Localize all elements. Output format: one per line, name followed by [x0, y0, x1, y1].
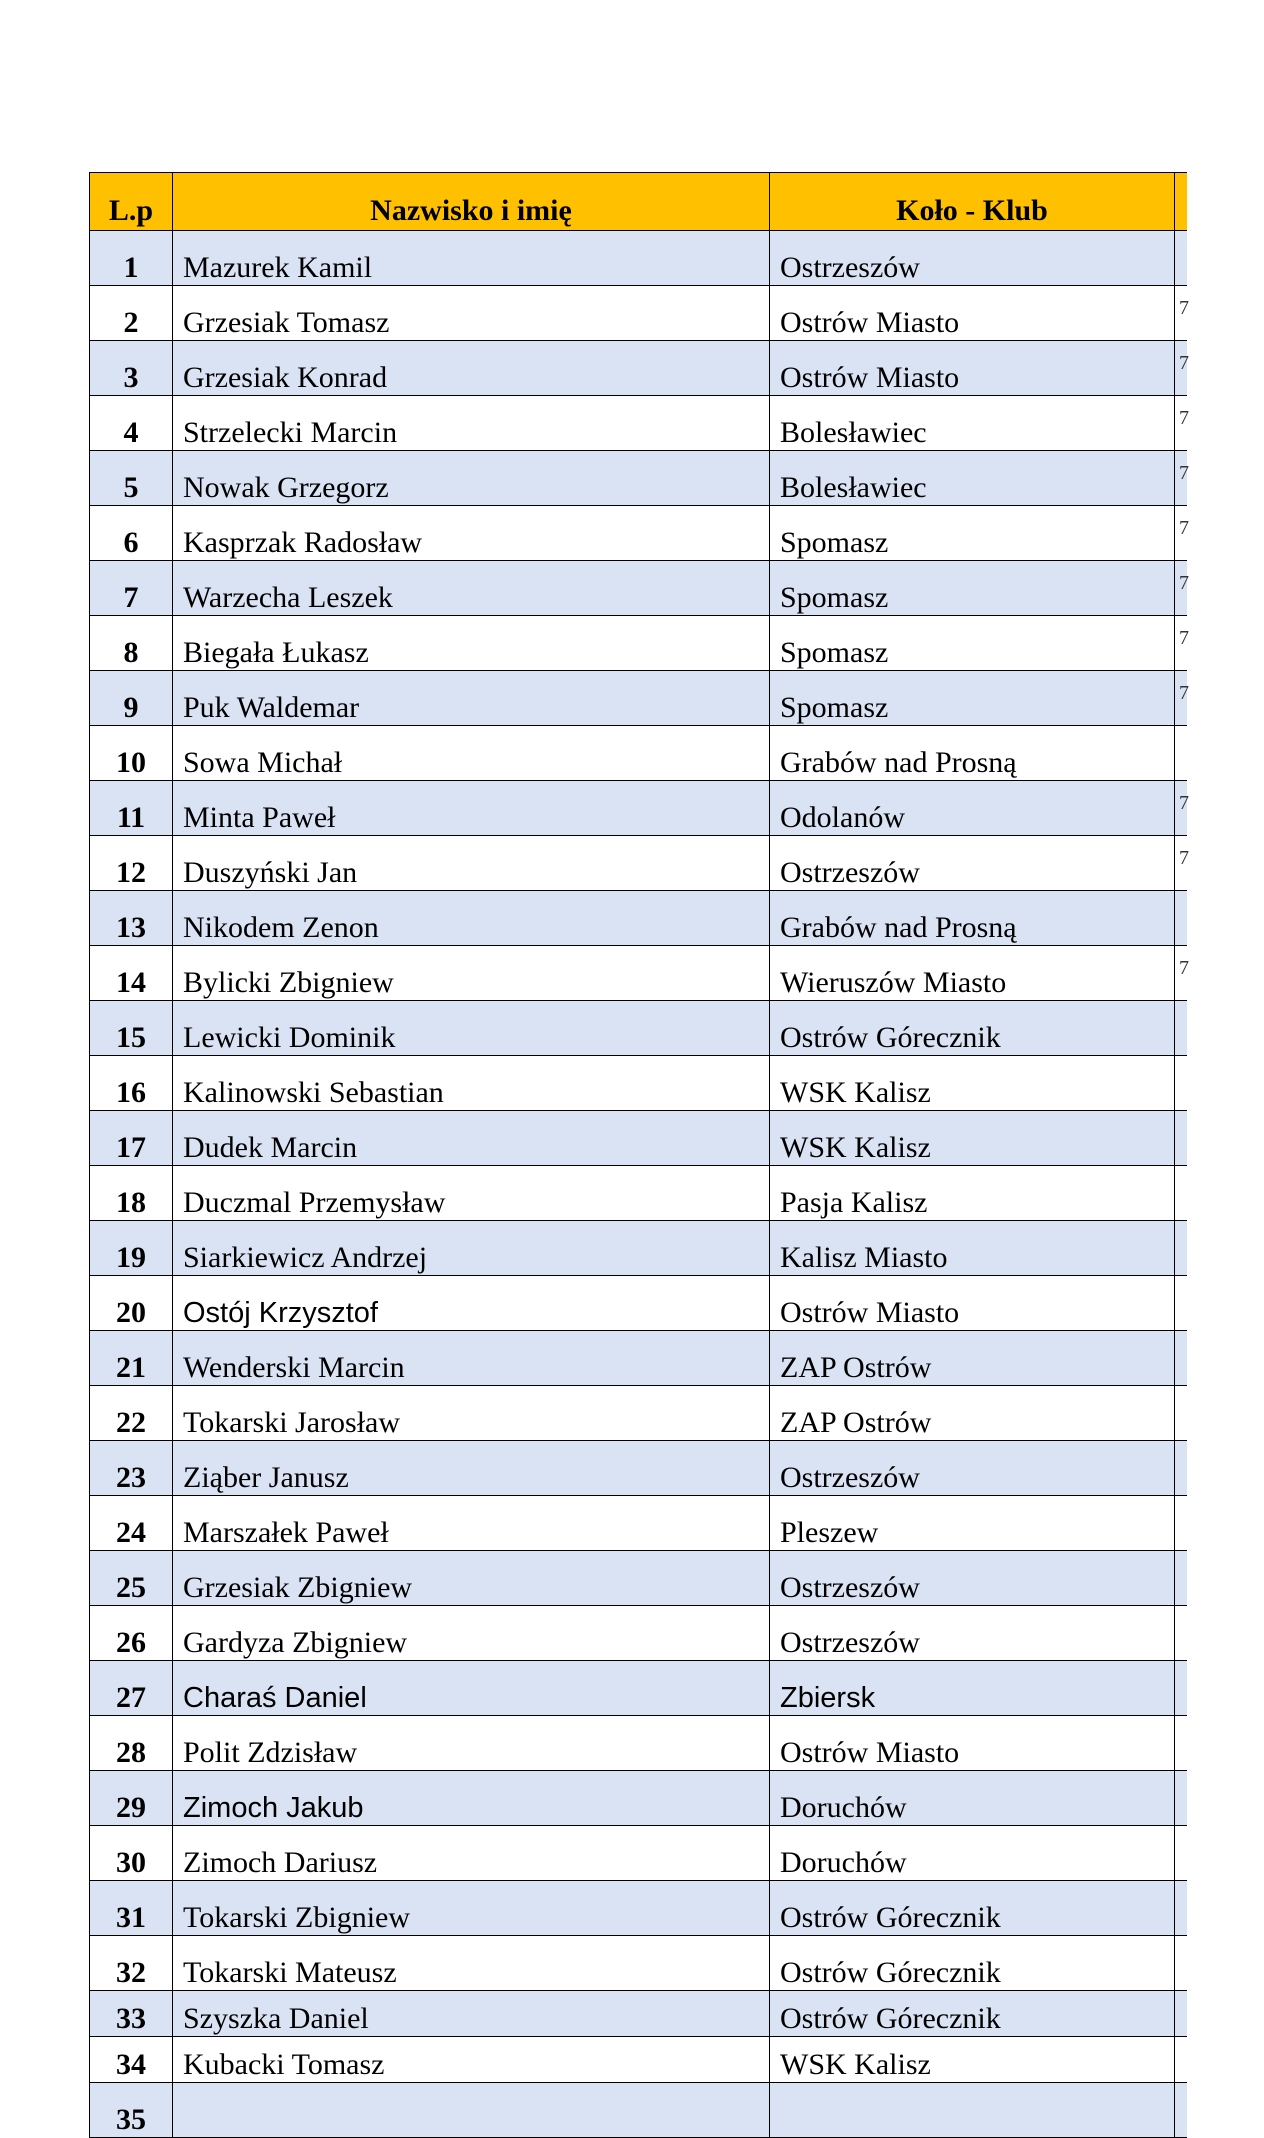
row-extra-cell: [1175, 286, 1187, 341]
table-row: [90, 1661, 1187, 1716]
table-row: [90, 671, 1187, 726]
table-row: [90, 561, 1187, 616]
table-row: [90, 726, 1187, 781]
row-lp-cell: 9: [90, 671, 173, 726]
row-name-cell: Strzelecki Marcin: [173, 396, 770, 451]
row-extra-cell: [1175, 1331, 1187, 1386]
row-extra-cell: [1175, 1001, 1187, 1056]
table-row: [90, 286, 1187, 341]
row-lp-cell: 25: [90, 1551, 173, 1606]
row-club-cell: Grabów nad Prosną: [770, 726, 1175, 781]
row-name-cell: Lewicki Dominik: [173, 1001, 770, 1056]
row-club-cell: ZAP Ostrów: [770, 1331, 1175, 1386]
table-header-row: [90, 173, 1187, 231]
row-name-cell: Grzesiak Tomasz: [173, 286, 770, 341]
table-row: [90, 506, 1187, 561]
table-row: [90, 451, 1187, 506]
row-club-cell: Ostrzeszów: [770, 231, 1175, 286]
row-club-cell: Ostrzeszów: [770, 836, 1175, 891]
row-club-cell: Ostrów Górecznik: [770, 1881, 1175, 1936]
row-name-cell: Tokarski Jarosław: [173, 1386, 770, 1441]
row-extra-cell: [1175, 2037, 1187, 2083]
row-lp-cell: 15: [90, 1001, 173, 1056]
row-lp-cell: 3: [90, 341, 173, 396]
table-row: [90, 1001, 1187, 1056]
row-name-cell: Nikodem Zenon: [173, 891, 770, 946]
table-row: [90, 1606, 1187, 1661]
row-name-cell: Siarkiewicz Andrzej: [173, 1221, 770, 1276]
row-club-cell: Spomasz: [770, 506, 1175, 561]
clipped-mark: 7: [1179, 462, 1189, 484]
row-club-cell: WSK Kalisz: [770, 1056, 1175, 1111]
row-lp-cell: 20: [90, 1276, 173, 1331]
row-club-cell: Zbiersk: [770, 1661, 1175, 1716]
row-extra-cell: [1175, 1056, 1187, 1111]
table-row: [90, 1221, 1187, 1276]
row-extra-cell: [1175, 1606, 1187, 1661]
clipped-mark: 7: [1179, 682, 1189, 704]
row-name-cell: Grzesiak Konrad: [173, 341, 770, 396]
row-club-cell: Doruchów: [770, 1771, 1175, 1826]
row-club-cell: Spomasz: [770, 561, 1175, 616]
table-row: [90, 1991, 1187, 2037]
header-lp: L.p: [90, 173, 173, 231]
table-row: [90, 1496, 1187, 1551]
row-club-cell: WSK Kalisz: [770, 1111, 1175, 1166]
row-extra-cell: [1175, 506, 1187, 561]
row-name-cell: Tokarski Zbigniew: [173, 1881, 770, 1936]
row-lp-cell: 29: [90, 1771, 173, 1826]
clipped-mark: 7: [1179, 957, 1189, 979]
table-row: [90, 1936, 1187, 1991]
row-lp-cell: 1: [90, 231, 173, 286]
row-extra-cell: [1175, 1661, 1187, 1716]
row-lp-cell: 34: [90, 2037, 173, 2083]
row-lp-cell: 12: [90, 836, 173, 891]
table-row: [90, 836, 1187, 891]
row-name-cell: Tokarski Mateusz: [173, 1936, 770, 1991]
header-name: Nazwisko i imię: [173, 173, 770, 231]
row-extra-cell: [1175, 561, 1187, 616]
row-lp-cell: 16: [90, 1056, 173, 1111]
row-name-cell: Dudek Marcin: [173, 1111, 770, 1166]
row-lp-cell: 31: [90, 1881, 173, 1936]
row-club-cell: ZAP Ostrów: [770, 1386, 1175, 1441]
row-name-cell: Ziąber Janusz: [173, 1441, 770, 1496]
row-lp-cell: 35: [90, 2083, 173, 2138]
row-club-cell: WSK Kalisz: [770, 2037, 1175, 2083]
row-club-cell: Ostrów Górecznik: [770, 1001, 1175, 1056]
row-extra-cell: [1175, 1166, 1187, 1221]
row-lp-cell: 13: [90, 891, 173, 946]
row-name-cell: Minta Paweł: [173, 781, 770, 836]
row-club-cell: Odolanów: [770, 781, 1175, 836]
table-row: [90, 1111, 1187, 1166]
clipped-mark: 7: [1179, 352, 1189, 374]
header-extra: [1175, 173, 1187, 231]
row-lp-cell: 27: [90, 1661, 173, 1716]
row-name-cell: Biegała Łukasz: [173, 616, 770, 671]
row-lp-cell: 19: [90, 1221, 173, 1276]
row-extra-cell: [1175, 1386, 1187, 1441]
table-row: [90, 1771, 1187, 1826]
row-lp-cell: 32: [90, 1936, 173, 1991]
row-lp-cell: 10: [90, 726, 173, 781]
row-lp-cell: 7: [90, 561, 173, 616]
row-name-cell: Zimoch Dariusz: [173, 1826, 770, 1881]
table-row: [90, 946, 1187, 1001]
row-extra-cell: [1175, 1881, 1187, 1936]
row-name-cell: Gardyza Zbigniew: [173, 1606, 770, 1661]
row-club-cell: Ostrów Miasto: [770, 341, 1175, 396]
row-lp-cell: 21: [90, 1331, 173, 1386]
row-extra-cell: [1175, 1111, 1187, 1166]
row-club-cell: Pasja Kalisz: [770, 1166, 1175, 1221]
table-row: [90, 2037, 1187, 2083]
row-name-cell: Kasprzak Radosław: [173, 506, 770, 561]
row-name-cell: Charaś Daniel: [173, 1661, 770, 1716]
row-extra-cell: [1175, 1716, 1187, 1771]
row-lp-cell: 24: [90, 1496, 173, 1551]
row-extra-cell: [1175, 946, 1187, 1001]
row-club-cell: Bolesławiec: [770, 451, 1175, 506]
clipped-mark: 7: [1179, 517, 1189, 539]
table-row: [90, 1166, 1187, 1221]
row-name-cell: Bylicki Zbigniew: [173, 946, 770, 1001]
table-row: [90, 231, 1187, 286]
row-name-cell: Mazurek Kamil: [173, 231, 770, 286]
row-name-cell: Kalinowski Sebastian: [173, 1056, 770, 1111]
row-name-cell: Wenderski Marcin: [173, 1331, 770, 1386]
row-club-cell: Grabów nad Prosną: [770, 891, 1175, 946]
row-extra-cell: [1175, 231, 1187, 286]
row-extra-cell: [1175, 671, 1187, 726]
row-name-cell: Kubacki Tomasz: [173, 2037, 770, 2083]
row-extra-cell: [1175, 396, 1187, 451]
row-name-cell: Zimoch Jakub: [173, 1771, 770, 1826]
clipped-mark: 7: [1179, 792, 1189, 814]
row-name-cell: Szyszka Daniel: [173, 1991, 770, 2037]
row-extra-cell: [1175, 1991, 1187, 2037]
table-row: [90, 1331, 1187, 1386]
row-club-cell: Ostrzeszów: [770, 1606, 1175, 1661]
row-lp-cell: 8: [90, 616, 173, 671]
row-lp-cell: 33: [90, 1991, 173, 2037]
table-row: [90, 1056, 1187, 1111]
row-extra-cell: [1175, 1936, 1187, 1991]
row-club-cell: Ostrów Miasto: [770, 1276, 1175, 1331]
clipped-mark: 7: [1179, 407, 1189, 429]
row-lp-cell: 28: [90, 1716, 173, 1771]
row-name-cell: Nowak Grzegorz: [173, 451, 770, 506]
row-lp-cell: 23: [90, 1441, 173, 1496]
row-club-cell: Doruchów: [770, 1826, 1175, 1881]
row-name-cell: Duszyński Jan: [173, 836, 770, 891]
row-extra-cell: [1175, 1496, 1187, 1551]
clipped-mark: 7: [1179, 297, 1189, 319]
row-club-cell: Ostrzeszów: [770, 1551, 1175, 1606]
row-extra-cell: [1175, 1551, 1187, 1606]
row-club-cell: Pleszew: [770, 1496, 1175, 1551]
row-lp-cell: 2: [90, 286, 173, 341]
row-extra-cell: [1175, 1826, 1187, 1881]
row-extra-cell: [1175, 616, 1187, 671]
row-club-cell: Spomasz: [770, 616, 1175, 671]
row-extra-cell: [1175, 2083, 1187, 2138]
row-name-cell: Puk Waldemar: [173, 671, 770, 726]
table-row: [90, 891, 1187, 946]
clipped-mark: 7: [1179, 847, 1189, 869]
row-club-cell: Ostrów Górecznik: [770, 1991, 1175, 2037]
row-name-cell: Marszałek Paweł: [173, 1496, 770, 1551]
row-club-cell: Spomasz: [770, 671, 1175, 726]
header-club: Koło - Klub: [770, 173, 1175, 231]
row-extra-cell: [1175, 726, 1187, 781]
row-lp-cell: 30: [90, 1826, 173, 1881]
row-club-cell: Ostrów Miasto: [770, 286, 1175, 341]
row-lp-cell: 18: [90, 1166, 173, 1221]
row-club-cell: Ostrzeszów: [770, 1441, 1175, 1496]
table-row: [90, 341, 1187, 396]
table-row: [90, 1716, 1187, 1771]
row-name-cell: Grzesiak Zbigniew: [173, 1551, 770, 1606]
row-lp-cell: 4: [90, 396, 173, 451]
row-extra-cell: [1175, 1771, 1187, 1826]
row-club-cell: Ostrów Górecznik: [770, 1936, 1175, 1991]
row-name-cell: [173, 2083, 770, 2138]
table-row: [90, 1551, 1187, 1606]
row-club-cell: Kalisz Miasto: [770, 1221, 1175, 1276]
row-lp-cell: 11: [90, 781, 173, 836]
row-lp-cell: 17: [90, 1111, 173, 1166]
row-name-cell: Sowa Michał: [173, 726, 770, 781]
table-row: [90, 616, 1187, 671]
clipped-mark: 7: [1179, 572, 1189, 594]
table-row: [90, 1826, 1187, 1881]
table-row: [90, 781, 1187, 836]
row-extra-cell: [1175, 836, 1187, 891]
row-club-cell: Bolesławiec: [770, 396, 1175, 451]
table-row: [90, 2083, 1187, 2138]
row-name-cell: Polit Zdzisław: [173, 1716, 770, 1771]
row-name-cell: Ostój Krzysztof: [173, 1276, 770, 1331]
table-row: [90, 1276, 1187, 1331]
table-row: [90, 1386, 1187, 1441]
row-extra-cell: [1175, 891, 1187, 946]
row-extra-cell: [1175, 1441, 1187, 1496]
row-name-cell: Duczmal Przemysław: [173, 1166, 770, 1221]
row-club-cell: Ostrów Miasto: [770, 1716, 1175, 1771]
row-lp-cell: 22: [90, 1386, 173, 1441]
row-extra-cell: [1175, 341, 1187, 396]
table-body: [90, 231, 1187, 2138]
table-row: [90, 1441, 1187, 1496]
table-row: [90, 396, 1187, 451]
row-name-cell: Warzecha Leszek: [173, 561, 770, 616]
row-lp-cell: 5: [90, 451, 173, 506]
participants-table: [89, 172, 1187, 2138]
row-lp-cell: 14: [90, 946, 173, 1001]
clipped-mark: 7: [1179, 627, 1189, 649]
row-club-cell: [770, 2083, 1175, 2138]
row-lp-cell: 6: [90, 506, 173, 561]
table-row: [90, 1881, 1187, 1936]
row-extra-cell: [1175, 451, 1187, 506]
row-extra-cell: [1175, 781, 1187, 836]
row-extra-cell: [1175, 1221, 1187, 1276]
row-club-cell: Wieruszów Miasto: [770, 946, 1175, 1001]
row-extra-cell: [1175, 1276, 1187, 1331]
row-lp-cell: 26: [90, 1606, 173, 1661]
